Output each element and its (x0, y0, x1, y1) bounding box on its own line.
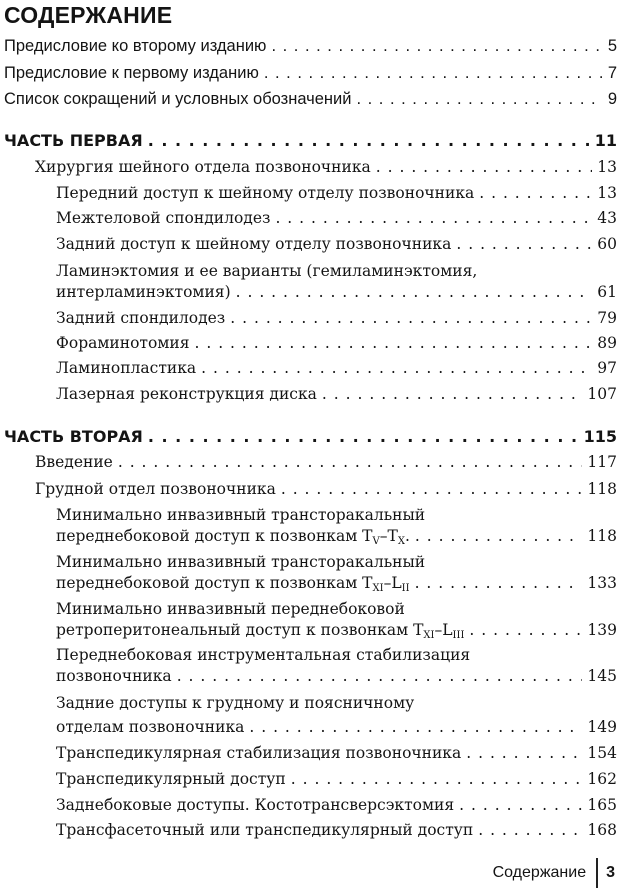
toc-entry[interactable] (56, 209, 617, 227)
entry-page: 43 (597, 209, 617, 227)
dot-leader (356, 90, 602, 109)
entry-page: 165 (587, 796, 617, 814)
dot-leader (415, 527, 582, 545)
dot-leader (456, 235, 592, 253)
toc-chapter-cervical[interactable] (35, 158, 617, 176)
entry-page: 133 (587, 574, 617, 592)
running-head: Содержание (492, 864, 587, 881)
dot-leader (148, 131, 590, 150)
dot-leader (322, 385, 582, 403)
entry-title: интерламинэктомия) (56, 283, 231, 301)
entry-page: 117 (587, 453, 617, 471)
toc-entry[interactable] (56, 821, 617, 839)
toc-entry[interactable] (56, 718, 617, 736)
toc-entry[interactable] (56, 283, 617, 301)
entry-title: Ламинопластика (56, 359, 197, 377)
footer-divider (596, 858, 598, 888)
page-number: 3 (606, 864, 615, 881)
entry-page: 11 (594, 131, 617, 150)
toc-chapter-thoracic[interactable] (35, 480, 617, 498)
toc-entry[interactable] (56, 235, 617, 253)
page-title: СОДЕРЖАНИЕ (4, 2, 173, 28)
toc-entry-preface-1st[interactable] (4, 64, 617, 83)
dot-leader (281, 480, 583, 498)
chapter-title: Грудной отдел позвоночника (35, 480, 276, 498)
entry-page: 7 (607, 64, 617, 82)
toc-entry[interactable] (56, 574, 617, 592)
entry-title: Межтеловой спондилодез (56, 209, 271, 227)
toc-entry[interactable] (56, 744, 617, 762)
dot-leader (148, 427, 579, 446)
dot-leader (275, 209, 592, 227)
entry-title: позвоночника (56, 667, 172, 685)
entry-page: 13 (597, 184, 617, 202)
dot-leader (479, 184, 592, 202)
entry-page: 61 (597, 283, 617, 301)
entry-page: 139 (587, 621, 617, 639)
entry-title: Трансфасеточный или транспедикулярный доступ (56, 821, 474, 839)
toc-entry[interactable] (56, 184, 617, 202)
toc-entry[interactable] (56, 359, 617, 377)
toc-entry-first-line: Задние доступы к грудному и поясничному (56, 694, 415, 712)
entry-page: 162 (587, 770, 617, 788)
dot-leader (194, 334, 592, 352)
entry-title: Введение (35, 453, 113, 471)
entry-page: 118 (587, 480, 617, 498)
entry-title: Транспедикулярный доступ (56, 770, 286, 788)
entry-page: 168 (587, 821, 617, 839)
toc-entry-first-line: Переднебоковая инструментальная стабилизация (56, 646, 471, 664)
entry-title: Список сокращений и условных обозначений (4, 90, 352, 108)
dot-leader (478, 821, 582, 839)
toc-entry[interactable] (56, 621, 617, 639)
entry-title: Лазерная реконструкция диска (56, 385, 317, 403)
dot-leader (376, 158, 593, 176)
entry-page: 154 (587, 744, 617, 762)
chapter-title: Хирургия шейного отдела позвоночника (35, 158, 371, 176)
dot-leader (118, 453, 583, 471)
entry-page: 79 (597, 309, 617, 327)
entry-title: переднебоковой доступ к позвонкам $T_V-T_X$. (56, 527, 410, 547)
dot-leader (177, 667, 583, 685)
dot-leader (249, 718, 582, 736)
toc-part-one[interactable] (4, 131, 617, 150)
entry-page: 5 (607, 37, 617, 55)
toc-entry-first-line: Минимально инвазивный переднебоковой (56, 600, 405, 618)
entry-title: ретроперитонеальный доступ к позвонкам $T_{XI}-L_{III}$ (56, 621, 465, 641)
entry-page: 118 (587, 527, 617, 545)
toc-entry-abbreviations[interactable] (4, 90, 617, 109)
part-title: ЧАСТЬ ВТОРАЯ (4, 427, 143, 446)
entry-title: Задний доступ к шейному отделу позвоночника (56, 235, 452, 253)
entry-page: 89 (597, 334, 617, 352)
toc-entry-first-line: Минимально инвазивный трансторакальный (56, 553, 426, 571)
entry-page: 107 (587, 385, 617, 403)
page-footer (493, 858, 615, 888)
entry-page: 13 (597, 158, 617, 176)
entry-page: 145 (587, 667, 617, 685)
entry-page: 60 (597, 235, 617, 253)
toc-entry-first-line: Ламинэктомия и ее варианты (гемиламинэктомия, (56, 262, 478, 280)
entry-page: 9 (607, 90, 617, 108)
dot-leader (236, 283, 593, 301)
entry-page: 149 (587, 718, 617, 736)
entry-title: Предисловие ко второму изданию (4, 37, 267, 55)
entry-title: Предисловие к первому изданию (4, 64, 259, 82)
toc-entry[interactable] (56, 796, 617, 814)
toc-entry-intro[interactable] (35, 453, 617, 471)
toc-entry[interactable] (56, 667, 617, 685)
dot-leader (264, 64, 603, 83)
toc-entry[interactable] (56, 770, 617, 788)
toc-entry[interactable] (56, 334, 617, 352)
dot-leader (271, 37, 602, 56)
toc-entry[interactable] (56, 385, 617, 403)
entry-page: 97 (597, 359, 617, 377)
entry-title: Задний спондилодез (56, 309, 226, 327)
dot-leader (230, 309, 592, 327)
entry-title: переднебоковой доступ к позвонкам $T_{XI}-L_{II}$ (56, 574, 410, 594)
toc-entry[interactable] (56, 309, 617, 327)
entry-title: Заднебоковые доступы. Костотрансверсэктомия (56, 796, 455, 814)
dot-leader (466, 744, 582, 762)
dot-leader (201, 359, 592, 377)
part-title: ЧАСТЬ ПЕРВАЯ (4, 131, 143, 150)
entry-page: 115 (583, 427, 617, 446)
toc-entry-preface-2nd[interactable] (4, 37, 617, 56)
entry-title: Передний доступ к шейному отделу позвоночника (56, 184, 475, 202)
entry-title: отделам позвоночника (56, 718, 245, 736)
toc-entry[interactable] (56, 527, 617, 545)
entry-title: Транспедикулярная стабилизация позвоночника (56, 744, 462, 762)
toc-part-two[interactable] (4, 427, 617, 446)
dot-leader (459, 796, 582, 814)
entry-title: Фораминотомия (56, 334, 190, 352)
dot-leader (469, 621, 582, 639)
toc-entry-first-line: Минимально инвазивный трансторакальный (56, 506, 426, 524)
dot-leader (291, 770, 583, 788)
dot-leader (415, 574, 583, 592)
